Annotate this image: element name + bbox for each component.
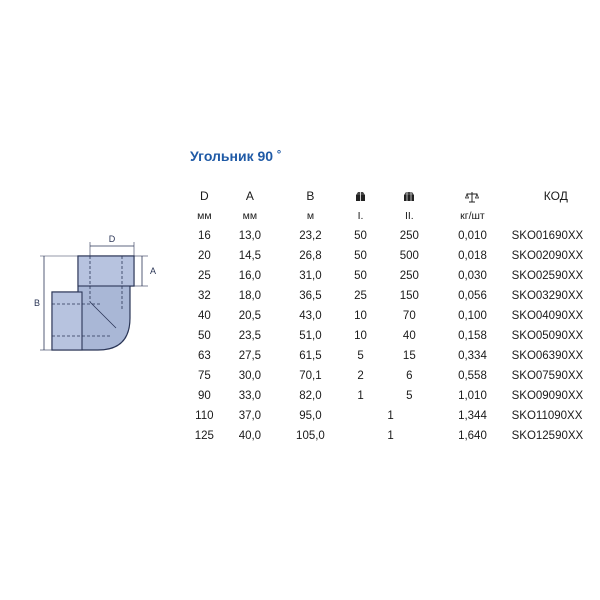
table-row (188, 346, 600, 366)
cell-d: 32 (197, 290, 211, 302)
cell-weight: 0,558 (458, 370, 487, 382)
cell-pack1: 50 (354, 230, 367, 242)
table-row (188, 386, 600, 406)
cell-pack1: 1 (357, 390, 364, 402)
cell-pack2: 5 (406, 390, 413, 402)
cell-weight: 1,010 (458, 390, 487, 402)
table-header-row (188, 186, 600, 206)
cell-code: SKO01690XX (511, 230, 584, 242)
cell-a: 33,0 (238, 390, 262, 402)
cell-code: SKO06390XX (511, 350, 584, 362)
cell-pack-combined: 1 (387, 410, 394, 422)
cell-pack1: 10 (354, 310, 367, 322)
cell-a: 30,0 (238, 370, 262, 382)
cell-weight: 1,344 (458, 410, 487, 422)
table-row (188, 226, 600, 246)
cell-d: 40 (197, 310, 211, 322)
cell-a: 18,0 (238, 290, 262, 302)
unit-pack1: I. (357, 210, 364, 222)
cell-d: 110 (195, 410, 214, 422)
unit-a: мм (242, 210, 258, 222)
cell-code: SKO02090XX (511, 250, 584, 262)
cell-b: 23,2 (299, 230, 322, 242)
table-row (188, 406, 600, 426)
unit-pack2: II. (404, 210, 414, 222)
dimension-a-label: A (150, 266, 157, 276)
cell-b: 95,0 (299, 410, 322, 422)
table-row (188, 326, 600, 346)
cell-pack2: 150 (399, 290, 419, 302)
cell-d: 25 (197, 270, 211, 282)
scale-icon (465, 191, 479, 203)
table-row (188, 246, 600, 266)
cell-weight: 0,018 (458, 250, 487, 262)
cell-weight: 0,158 (458, 330, 487, 342)
elbow-left-socket (52, 292, 82, 350)
cell-a: 37,0 (238, 410, 262, 422)
table-units-row (188, 206, 600, 226)
table-row (188, 286, 600, 306)
cell-a: 20,5 (238, 310, 262, 322)
cell-b: 105,0 (296, 430, 325, 442)
cell-b: 61,5 (299, 350, 322, 362)
cell-pack2: 250 (399, 270, 419, 282)
cell-code: SKO07590XX (511, 370, 584, 382)
cell-d: 20 (197, 250, 211, 262)
elbow-diagram (30, 232, 170, 362)
elbow-top-socket (78, 256, 134, 286)
unit-weight: кг/шт (460, 210, 485, 222)
unit-b: м (306, 210, 315, 222)
cell-pack2: 250 (399, 230, 419, 242)
cell-pack2: 500 (399, 250, 419, 262)
cell-d: 50 (197, 330, 211, 342)
cell-code: SKO12590XX (511, 430, 584, 442)
cell-pack2: 15 (402, 350, 416, 362)
cell-pack1: 2 (357, 370, 364, 382)
cell-pack-combined: 1 (387, 430, 394, 442)
table-row (188, 366, 600, 386)
cell-a: 14,5 (238, 250, 262, 262)
cell-d: 125 (194, 430, 214, 442)
cell-b: 82,0 (299, 390, 322, 402)
cell-weight: 1,640 (458, 430, 487, 442)
cell-a: 16,0 (238, 270, 262, 282)
cell-b: 31,0 (299, 270, 322, 282)
cell-code: SKO05090XX (511, 330, 584, 342)
cell-d: 90 (197, 390, 211, 402)
cell-weight: 0,056 (458, 290, 487, 302)
cell-code: SKO11090XX (511, 410, 583, 422)
cell-pack1: 25 (354, 290, 367, 302)
cell-code: SKO03290XX (511, 290, 584, 302)
table-row (188, 426, 600, 446)
dimension-b-label: B (34, 298, 41, 308)
cell-pack1: 10 (354, 330, 367, 342)
cell-b: 26,8 (299, 250, 322, 262)
spec-table (188, 186, 600, 446)
table-row (188, 306, 600, 326)
cell-b: 36,5 (299, 290, 322, 302)
cell-code: SKO09090XX (511, 390, 584, 402)
cell-pack2: 40 (402, 330, 416, 342)
cell-d: 75 (197, 370, 211, 382)
cell-b: 70,1 (299, 370, 322, 382)
cell-a: 13,0 (238, 230, 262, 242)
cell-pack2: 6 (406, 370, 413, 382)
cell-weight: 0,100 (458, 310, 487, 322)
col-header-pack1 (342, 186, 380, 206)
cell-weight: 0,010 (458, 230, 487, 242)
cell-a: 40,0 (238, 430, 262, 442)
unit-d: мм (197, 210, 212, 222)
cell-b: 43,0 (299, 310, 322, 322)
cell-d: 63 (197, 350, 211, 362)
table-row (188, 266, 600, 286)
col-header-code: КОД (543, 189, 568, 203)
large-package-icon (403, 191, 415, 202)
col-header-b: B (306, 189, 315, 203)
cell-pack2: 70 (402, 310, 416, 322)
cell-code: SKO02590XX (511, 270, 584, 282)
col-header-weight (439, 186, 505, 206)
cell-d: 16 (197, 230, 211, 242)
cell-b: 51,0 (299, 330, 322, 342)
cell-pack1: 50 (354, 250, 367, 262)
cell-weight: 0,334 (458, 350, 487, 362)
unit-code (506, 206, 600, 226)
cell-pack1: 50 (354, 270, 367, 282)
col-header-pack2 (379, 186, 439, 206)
cell-a: 23,5 (238, 330, 262, 342)
page-title: Угольник 90 ˚ (190, 148, 282, 164)
cell-weight: 0,030 (458, 270, 487, 282)
cell-a: 27,5 (238, 350, 262, 362)
col-header-d: D (200, 189, 209, 203)
cell-code: SKO04090XX (511, 310, 584, 322)
cell-pack1: 5 (357, 350, 364, 362)
small-package-icon (355, 191, 366, 202)
dimension-d-label: D (108, 234, 116, 244)
col-header-a: A (245, 189, 254, 203)
